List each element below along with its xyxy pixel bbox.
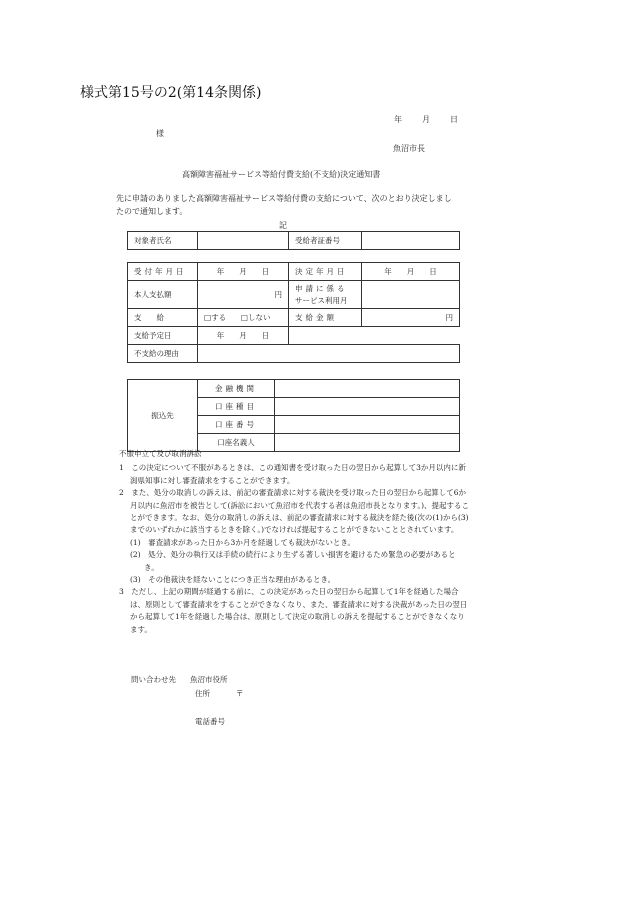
service-month-label-2: サービス利用月 [295, 295, 348, 305]
account-no-label: 口座番号 [198, 416, 275, 434]
subject-table [127, 231, 460, 250]
service-month-label-1: 申請に係る [295, 283, 348, 293]
issue-date [394, 114, 458, 125]
contact-block [131, 673, 244, 729]
date-year: 年 [394, 115, 402, 124]
scheduled-date-label: 支給予定日 [128, 327, 198, 345]
issuer: 魚沼市長 [393, 144, 425, 153]
service-month-label [289, 281, 362, 309]
self-paid-unit: 円 [198, 281, 289, 309]
transfer-label: 振込先 [128, 380, 198, 452]
account-type-label: 口座種目 [198, 398, 275, 416]
notes-sub-2: (2) 処分、処分の執行又は手続の続行により生ずる著しい損害を避けるため緊急の必要があるとき。 [130, 550, 456, 572]
received-date-value: 年 月 日 [198, 263, 289, 281]
payment-amount-label: 支給金額 [289, 309, 362, 327]
notes-item-1: 1 この決定について不服があるときは、この通知書を受け取った日の翌日から起算して3か月以内に新潟県知事に対し審査請求をすることができます。 [119, 463, 466, 485]
payment-option-yes[interactable]: □する [204, 313, 227, 322]
reason-value [198, 345, 460, 363]
form-number: 様式第15号の2(第14条関係) [80, 85, 262, 101]
notes-sub-1: (1) 審査請求があった日から3か月を経過しても裁決がないとき。 [130, 537, 356, 547]
document-title: 高額障害福祉サービス等給付費支給(不支給)決定通知書 [182, 170, 381, 179]
notes-sub-3: (3) その他裁決を経ないことにつき正当な理由があるとき。 [130, 575, 336, 585]
scheduled-date-value: 年 月 日 [198, 327, 289, 345]
decision-date-value: 年 月 日 [362, 263, 460, 281]
account-holder-label: 口座名義人 [198, 434, 275, 452]
contact-office: 魚沼市役所 [190, 675, 228, 684]
notes-item-3: 3 ただし、上記の期間が経過する前に、この決定があった日の翌日から起算して1年を経過した場合は、原則として審査請求をすることができなくなり、また、審査請求に対する決裁があった日の翌日から起算して1年を経過した場合は、原則として決定の取消しの訴えを提起することができなくなります。 [119, 587, 468, 634]
service-month-value [362, 281, 460, 309]
addressee-suffix: 様 [156, 129, 164, 138]
cert-no-value [362, 232, 460, 250]
account-type-value [275, 398, 460, 416]
ki-mark: 記 [279, 221, 287, 230]
payment-label: 支 給 [128, 309, 198, 327]
payment-options [198, 309, 289, 327]
contact-label: 問い合わせ先 [131, 675, 176, 684]
appeal-notes [119, 448, 469, 636]
address-label: 住所 [195, 689, 210, 698]
bank-value [275, 380, 460, 398]
date-month: 月 [422, 115, 430, 124]
decision-table [127, 262, 460, 363]
transfer-table [127, 379, 460, 452]
account-no-value [275, 416, 460, 434]
payment-option-no[interactable]: □しない [240, 313, 271, 322]
scheduled-date-blank [289, 327, 460, 345]
date-day: 日 [450, 115, 458, 124]
received-date-label: 受付年月日 [128, 263, 198, 281]
self-paid-label: 本人支払額 [128, 281, 198, 309]
postal-mark: 〒 [236, 689, 244, 698]
notes-item-2: 2 また、処分の取消しの訴えは、前記の審査請求に対する裁決を受け取った日の翌日から起算して6か月以内に魚沼市を被告として(訴訟において魚沼市を代表する者は魚沼市長となります。)、提起することができます。なお、処分の取消しの訴えは、前記の審査請求に対する裁決を経た後(次の(1)から(3)までのいずれかに該当するときを除く。)でなければ提起することができないこととされています。 [119, 488, 469, 535]
notes-heading: 不服申立て及び取消訴訟 [119, 449, 202, 458]
payment-amount-unit: 円 [362, 309, 460, 327]
bank-label: 金融機関 [198, 380, 275, 398]
subject-name-value [198, 232, 289, 250]
phone-label: 電話番号 [195, 717, 225, 726]
intro-paragraph: 先に申請のありました高額障害福祉サービス等給付費の支給について、次のとおり決定しましたので通知します。 [116, 194, 452, 216]
reason-label: 不支給の理由 [128, 345, 198, 363]
cert-no-label: 受給者証番号 [289, 232, 362, 250]
subject-name-label: 対象者氏名 [128, 232, 198, 250]
decision-date-label: 決定年月日 [289, 263, 362, 281]
